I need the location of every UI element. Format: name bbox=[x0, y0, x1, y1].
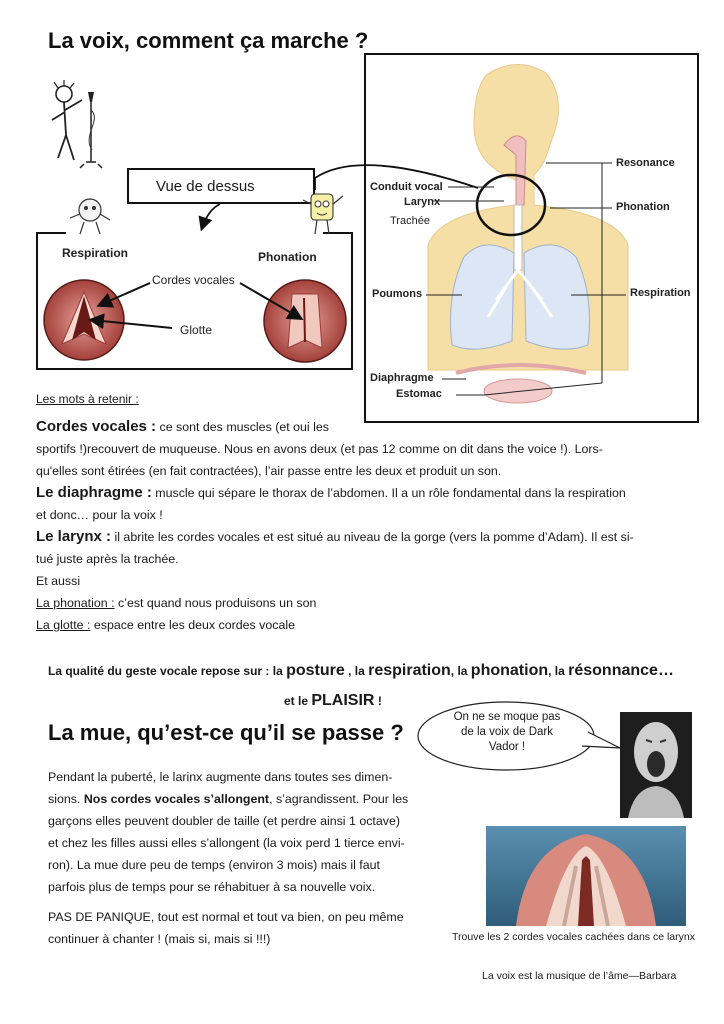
page-title: La voix, comment ça marche ? bbox=[48, 28, 369, 53]
label-estomac: Estomac bbox=[396, 388, 442, 400]
def-glotte-text: espace entre les deux cordes vocale bbox=[90, 618, 295, 632]
mue-line2a: sions. bbox=[48, 792, 84, 806]
et-aussi: Et aussi bbox=[36, 574, 81, 588]
quote-footer: La voix est la musique de l’âme—Barbara bbox=[482, 970, 677, 982]
mue-paragraph bbox=[48, 766, 448, 950]
qualite-resonnance: résonnance… bbox=[568, 662, 674, 679]
def-phonation-text: c’est quand nous produisons un son bbox=[114, 596, 317, 610]
vue-de-dessus-label: Vue de dessus bbox=[156, 178, 255, 195]
def-diaphragme-line1 bbox=[36, 482, 676, 504]
phonation-label: Phonation bbox=[258, 250, 317, 264]
def-diaphragme-text1: muscle qui sépare le thorax de l’abdomen. Il a un rôle fondamental dans la respiration bbox=[151, 486, 626, 500]
respiration-label: Respiration bbox=[62, 246, 129, 260]
term-cordes-vocales: Cordes vocales : bbox=[36, 418, 157, 435]
mots-a-retenir-heading: Les mots à retenir : bbox=[36, 392, 139, 406]
glotte-label: Glotte bbox=[180, 323, 213, 337]
label-trachee: Trachée bbox=[390, 215, 430, 227]
label-diaphragme: Diaphragme bbox=[370, 372, 434, 384]
label-larynx: Larynx bbox=[404, 196, 441, 208]
anatomy-body-illustration bbox=[366, 55, 697, 421]
def-phonation bbox=[36, 592, 676, 614]
label-poumons: Poumons bbox=[372, 288, 423, 300]
mue-line4: et chez les filles aussi elles s’allongent (la voix perd 1 tierce envi- bbox=[48, 836, 405, 850]
label-conduit-vocal: Conduit vocal bbox=[370, 181, 443, 193]
larynx-photo bbox=[486, 826, 686, 926]
def-diaphragme-line2: et donc… pour la voix ! bbox=[36, 508, 163, 522]
qualite-exclaim: ! bbox=[374, 694, 382, 708]
mue-line8: continuer à chanter ! (mais si, mais si !!!) bbox=[48, 932, 271, 946]
mue-line2-bold: Nos cordes vocales s’allongent bbox=[83, 792, 270, 806]
mue-line6: parfois plus de temps pour se réhabituer à sa nouvelle voix. bbox=[48, 880, 376, 894]
cordes-vocales-label: Cordes vocales bbox=[152, 273, 235, 287]
def-cordes-line3: qu'elles sont étirées (en fait contractées), l’air passe entre les deux et produit un son. bbox=[36, 464, 502, 478]
qualite-posture: posture bbox=[286, 662, 345, 679]
mue-line7: PAS DE PANIQUE, tout est normal et tout va bien, on peu même bbox=[48, 910, 404, 924]
qualite-intro: La qualité du geste vocale repose sur : la bbox=[48, 664, 287, 678]
qualite-line2 bbox=[284, 692, 382, 710]
definitions-block bbox=[36, 416, 676, 636]
term-phonation: La phonation : bbox=[36, 596, 115, 610]
def-cordes-line1 bbox=[36, 416, 676, 438]
qualite-et-le: et le bbox=[284, 694, 312, 708]
qualite-sep3: , la bbox=[548, 664, 569, 678]
mue-line1: Pendant la puberté, le larinx augmente dans toutes ses dimen- bbox=[48, 770, 393, 784]
term-larynx: Le larynx : bbox=[36, 528, 112, 545]
screaming-man-photo bbox=[620, 712, 692, 818]
mue-line2 bbox=[48, 788, 448, 810]
term-diaphragme: Le diaphragme : bbox=[36, 484, 152, 501]
qualite-sep1: , la bbox=[344, 664, 369, 678]
qualite-phonation: phonation bbox=[470, 662, 549, 679]
qualite-respiration: respiration bbox=[368, 662, 451, 679]
mue-line5: ron). La mue dure peu de temps (environ 3 mois) mais il faut bbox=[48, 858, 380, 872]
qualite-plaisir: PLAISIR bbox=[311, 692, 375, 709]
label-resonance: Resonance bbox=[616, 157, 675, 169]
section-title-mue: La mue, qu’est-ce qu’il se passe ? bbox=[48, 720, 404, 745]
qualite-sep2: , la bbox=[450, 664, 471, 678]
def-larynx-line2: tué juste après la trachée. bbox=[36, 552, 179, 566]
term-glotte: La glotte : bbox=[36, 618, 91, 632]
def-cordes-line2: sportifs !)recouvert de muqueuse. Nous en avons deux (et pas 12 comme on dit dans the voice !). Lors- bbox=[36, 442, 603, 456]
mue-line2c: , s’agrandissent. Pour les bbox=[269, 792, 409, 806]
def-cordes-text1: ce sont des muscles (et oui les bbox=[156, 420, 329, 434]
speech-bubble-text: On ne se moque pas de la voix de Dark Vador ! bbox=[453, 711, 561, 753]
def-larynx-line1 bbox=[36, 526, 676, 548]
mue-line3: garçons elles peuvent doubler de taille (et perdre ainsi 1 octave) bbox=[48, 814, 400, 828]
label-phonation-right: Phonation bbox=[616, 201, 670, 213]
label-respiration-right: Respiration bbox=[630, 287, 691, 299]
larynx-caption: Trouve les 2 cordes vocales cachées dans ce larynx bbox=[452, 931, 695, 943]
qualite-line1 bbox=[48, 662, 674, 680]
def-larynx-text1: il abrite les cordes vocales et est situé au niveau de la gorge (vers la pomme d’Adam). Il est si- bbox=[111, 530, 634, 544]
def-glotte bbox=[36, 614, 676, 636]
